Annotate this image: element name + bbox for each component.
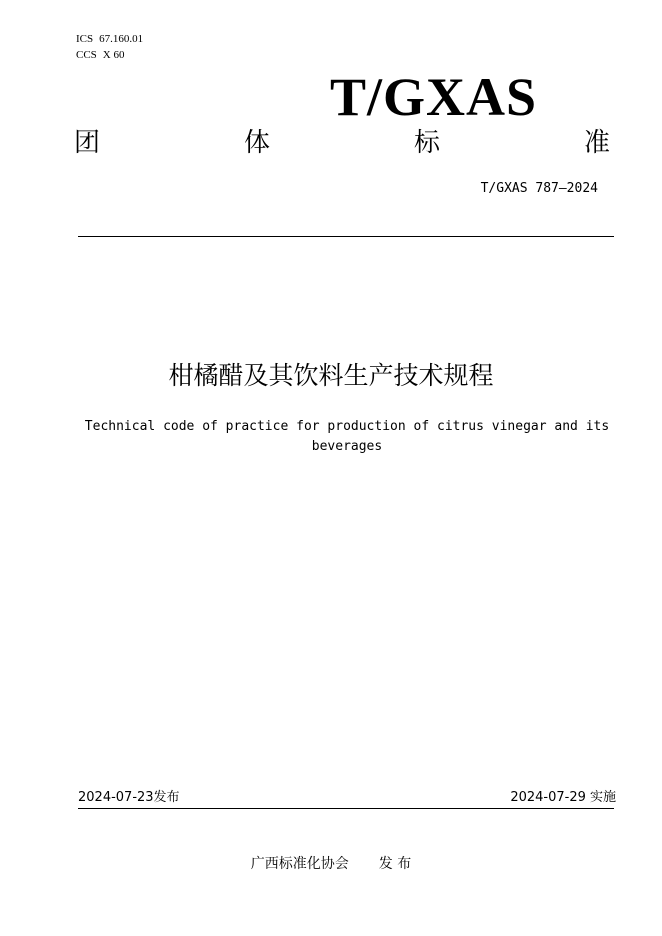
standard-type-heading [74,126,610,160]
issuer-name: 广西标准化协会 [250,856,349,872]
issuer-action: 发 布 [378,856,412,872]
ccs-value: X 60 [102,49,125,61]
standard-number: T/GXAS 787—2024 [480,181,598,196]
classification-codes [76,31,143,63]
standard-brand-logo: T/GXAS [330,67,538,127]
issuer [0,855,662,873]
standard-type-char: 准 [583,128,610,158]
ics-code [76,31,143,47]
implement-date: 2024-07-29 实施 [510,790,616,805]
standard-type-char: 团 [74,128,101,158]
ccs-code [76,47,143,63]
ics-label: ICS [76,33,94,45]
publish-date: 2024-07-23发布 [78,790,180,805]
top-divider [78,236,614,237]
ics-value: 67.160.01 [99,33,144,45]
document-title-chinese: 柑橘醋及其饮料生产技术规程 [168,361,494,390]
standard-type-char: 体 [243,128,270,158]
bottom-divider [78,808,614,809]
document-title-english: Technical code of practice for production of citrus vinegar and its beverages [84,419,610,454]
ccs-label: CCS [76,49,97,61]
standard-type-char: 标 [413,128,440,158]
